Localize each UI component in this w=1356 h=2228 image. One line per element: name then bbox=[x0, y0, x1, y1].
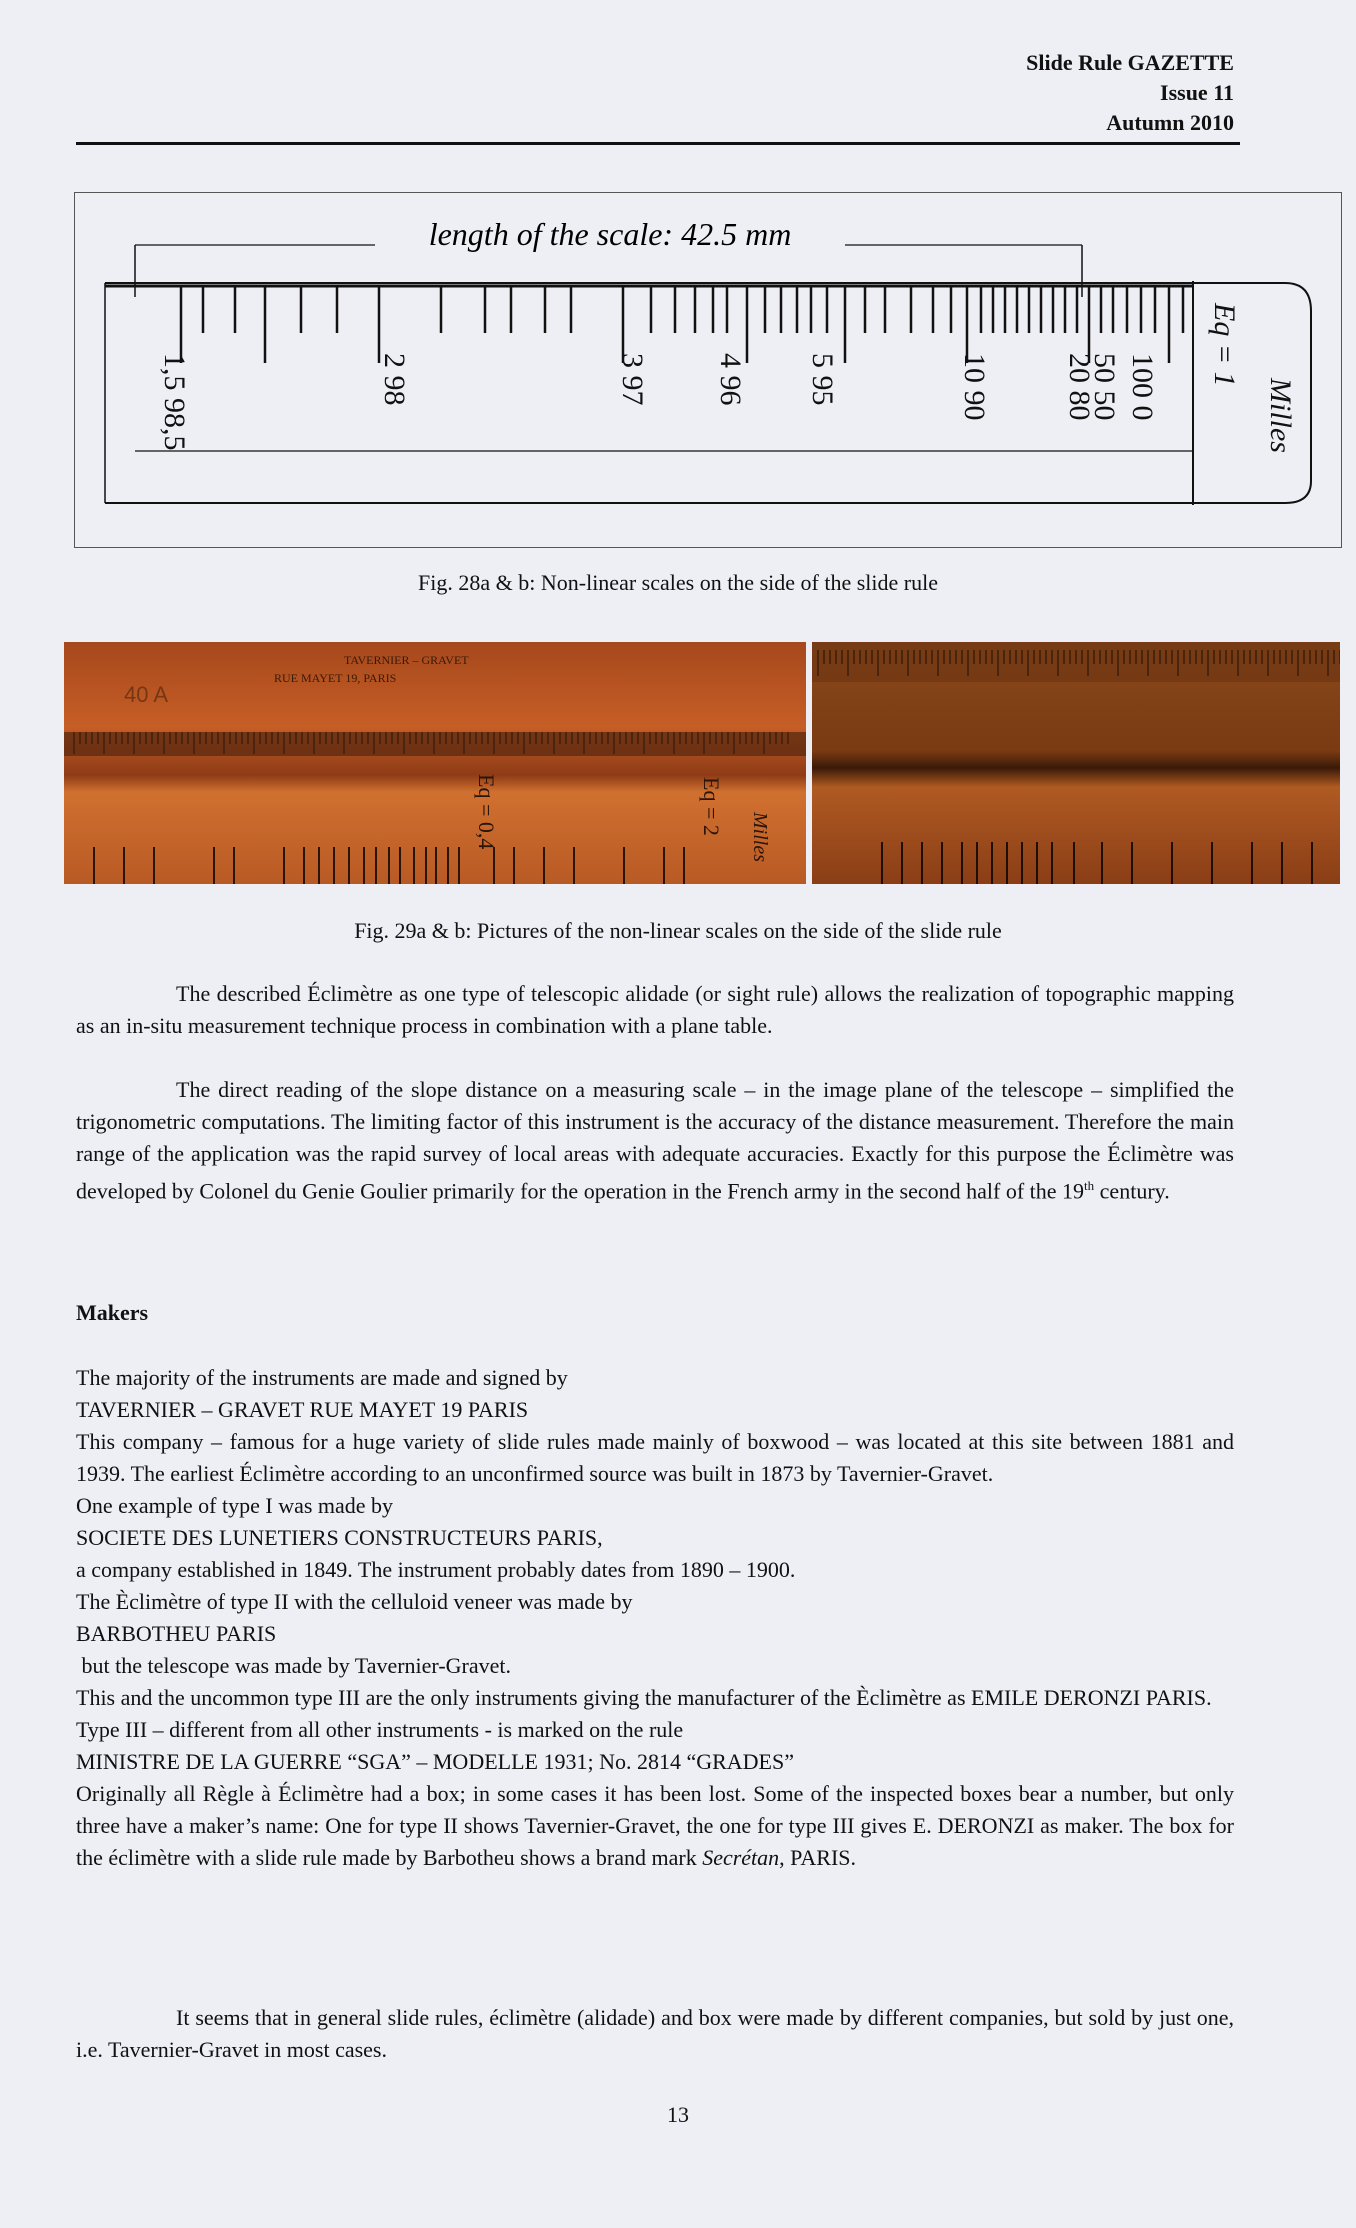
scale-number-10: 10 90 bbox=[958, 353, 991, 421]
paragraph-slope-distance-end: century. bbox=[1099, 1178, 1170, 1204]
figure-29-caption: Fig. 29a & b: Pictures of the non-linear scales on the side of the slide rule bbox=[354, 918, 1002, 943]
header-rule bbox=[76, 142, 1240, 145]
makers-line: BARBOTHEU PARIS bbox=[76, 1621, 277, 1646]
scale-number-4: 4 96 bbox=[714, 353, 747, 406]
makers-line: a company established in 1849. The instrument probably dates from 1890 – 1900. bbox=[76, 1557, 796, 1582]
makers-section bbox=[76, 1362, 1234, 1874]
scale-number-5: 5 95 bbox=[806, 353, 839, 406]
scale-number-20: 20 80 bbox=[1063, 353, 1096, 421]
paragraph-company: This company – famous for a huge variety of slide rules made mainly of boxwood – was located at this site between 1881 and 1939. The earliest Éclimètre according to an unconfirmed source was built in 1873 by Tavernier-Gravet. bbox=[76, 1429, 1234, 1486]
figure-28-caption: Fig. 28a & b: Non-linear scales on the side of the slide rule bbox=[418, 570, 938, 595]
scale-number-50: 50 50 bbox=[1088, 353, 1121, 421]
issue-season: Autumn 2010 bbox=[1106, 110, 1234, 135]
makers-heading: Makers bbox=[76, 1300, 149, 1325]
figure-29a-photo bbox=[64, 642, 806, 884]
photo-a-imprint-1: TAVERNIER – GRAVET bbox=[344, 653, 469, 667]
figure-28-scale-drawing bbox=[74, 192, 1342, 548]
paragraph-slope-distance bbox=[76, 1074, 1234, 1207]
eq-label: Eq = 1 bbox=[1208, 303, 1241, 387]
paragraph-eclimetre-description: The described Éclimètre as one type of telescopic alidade (or sight rule) allows the realization of topographic mapping as an in-situ measurement technique process in combination with a plane table. bbox=[76, 981, 1234, 1038]
photo-a-eq-1: Eq = 0,4 bbox=[474, 774, 499, 850]
century-superscript: th bbox=[1084, 1178, 1095, 1193]
paragraph-box bbox=[76, 1778, 1234, 1874]
page-header bbox=[1026, 48, 1234, 138]
paragraph-box-end: , PARIS. bbox=[779, 1845, 857, 1870]
scale-number-100: 100 0 bbox=[1126, 353, 1159, 421]
makers-line: The Èclimètre of type II with the celluloid veneer was made by bbox=[76, 1589, 633, 1614]
makers-line: but the telescope was made by Tavernier-Gravet. bbox=[76, 1653, 511, 1678]
page-number: 13 bbox=[667, 2102, 689, 2127]
figure-29b-photo bbox=[812, 642, 1340, 884]
issue-number: Issue 11 bbox=[1160, 80, 1234, 105]
makers-line: MINISTRE DE LA GUERRE “SGA” – MODELLE 1931; No. 2814 “GRADES” bbox=[76, 1749, 794, 1774]
paragraph-box-text: Originally all Règle à Éclimètre had a box; in some cases it has been lost. Some of the inspected boxes bear a number, but only three have a maker’s name: One for type II shows Tavernier-Gravet, the one for type III gives E. DERONZI as maker. The box for the éclimètre with a slide rule made by Barbotheu shows a brand mark bbox=[76, 1781, 1234, 1870]
publication-title: Slide Rule GAZETTE bbox=[1026, 50, 1234, 75]
scale-number-2: 2 98 bbox=[378, 353, 411, 406]
paragraph-conclusion: It seems that in general slide rules, éclimètre (alidade) and box were made by different companies, but sold by just one, i.e. Tavernier-Gravet in most cases. bbox=[76, 2005, 1234, 2062]
brand-mark-secretan: Secrétan bbox=[702, 1845, 780, 1870]
photo-a-model: 40 A bbox=[124, 682, 169, 707]
photo-a-milles: Milles bbox=[749, 812, 771, 862]
makers-line: TAVERNIER – GRAVET RUE MAYET 19 PARIS bbox=[76, 1397, 529, 1422]
scale-length-label: length of the scale: 42.5 mm bbox=[428, 216, 792, 252]
makers-line: SOCIETE DES LUNETIERS CONSTRUCTEURS PARIS, bbox=[76, 1525, 603, 1550]
makers-line: Type III – different from all other instruments - is marked on the rule bbox=[76, 1717, 684, 1742]
photo-a-imprint-2: RUE MAYET 19, PARIS bbox=[274, 671, 397, 685]
makers-line: One example of type I was made by bbox=[76, 1493, 394, 1518]
makers-line: The majority of the instruments are made and signed by bbox=[76, 1365, 568, 1390]
paragraph-deronzi: This and the uncommon type III are the only instruments giving the manufacturer of the Èclimètre as EMILE DERONZI PARIS. bbox=[76, 1685, 1212, 1710]
paragraph-slope-distance-text: The direct reading of the slope distance on a measuring scale – in the image plane of the telescope – simplified the trigonometric computations. The limiting factor of this instrument is the accuracy of the distance measurement. Therefore the main range of the application was the rapid survey of local areas with adequate accuracies. Exactly for this purpose the Éclimètre was developed by Colonel du Genie Goulier primarily for the operation in the French army in the second half of the 19 bbox=[76, 1077, 1234, 1204]
photo-a-eq-2: Eq = 2 bbox=[699, 777, 724, 836]
scale-number-3: 3 97 bbox=[616, 353, 649, 406]
scale-number-1-5: 1,5 98,5 bbox=[158, 353, 191, 451]
milles-label: Milles bbox=[1264, 378, 1297, 453]
